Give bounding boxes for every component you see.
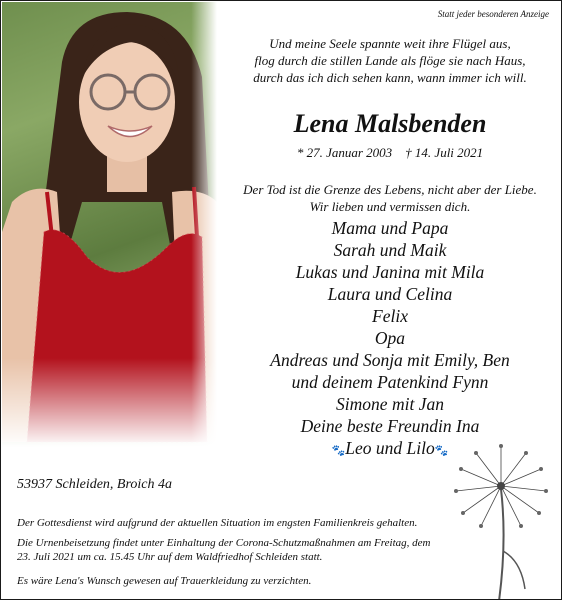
- deceased-name: Lena Malsbenden: [293, 109, 487, 138]
- death-date: † 14. Juli 2021: [405, 145, 484, 160]
- mourners-list: [225, 217, 555, 462]
- dresscode-info: Es wäre Lena's Wunsch gewesen auf Trauerkleidung zu verzichten.: [17, 575, 312, 587]
- pets-label: Leo und Lilo: [345, 438, 435, 458]
- notice-header: Statt jeder besonderen Anzeige: [437, 9, 549, 19]
- quote-line: Wir lieben und vermissen dich.: [309, 199, 471, 214]
- mourner-entry: und deinem Patenkind Fynn: [291, 372, 489, 392]
- mourner-entry: Opa: [374, 328, 406, 348]
- quote-line: Der Tod ist die Grenze des Lebens, nicht aber der Liebe.: [243, 182, 537, 197]
- mourner-entry: Sarah und Maik: [333, 240, 447, 260]
- mourner-entry: Lukas und Janina mit Mila: [295, 262, 485, 282]
- life-dates: [225, 145, 555, 161]
- mourner-entry: Mama und Papa: [331, 218, 449, 238]
- service-info: Der Gottesdienst wird aufgrund der aktuellen Situation im engsten Familienkreis gehalten.: [17, 517, 418, 529]
- verse-line: Und meine Seele spannte weit ihre Flügel aus,: [269, 36, 511, 51]
- portrait-photo: [2, 2, 217, 447]
- birth-date: * 27. Januar 2003: [296, 145, 393, 160]
- verse-line: durch das ich dich sehen kann, wann immer ich will.: [253, 70, 527, 85]
- photo-fade: [2, 2, 217, 447]
- mourner-entry: Felix: [372, 306, 408, 326]
- mourner-entry: Deine beste Freundin Ina: [300, 416, 480, 436]
- mourner-entry: Andreas und Sonja mit Emily, Ben: [270, 350, 510, 370]
- dandelion-icon: [441, 441, 561, 600]
- family-address: 53937 Schleiden, Broich 4a: [17, 477, 173, 492]
- mourner-entry: Simone mit Jan: [336, 394, 444, 414]
- poem-verse: [225, 35, 555, 86]
- burial-info: Die Urnenbeisetzung findet unter Einhaltung der Corona-Schutzmaßnahmen am Freitag, dem 23. Juli 2021 um ca. 15.45 Uhr auf dem Waldfriedhof Schleiden statt.: [17, 537, 431, 563]
- mourner-entry: Laura und Celina: [327, 284, 453, 304]
- verse-line: flog durch die stillen Lande als flöge sie nach Haus,: [254, 53, 526, 68]
- paw-icon: 🐾: [331, 445, 346, 457]
- paw-icon: 🐾: [434, 445, 449, 457]
- mourning-quote: [225, 181, 555, 215]
